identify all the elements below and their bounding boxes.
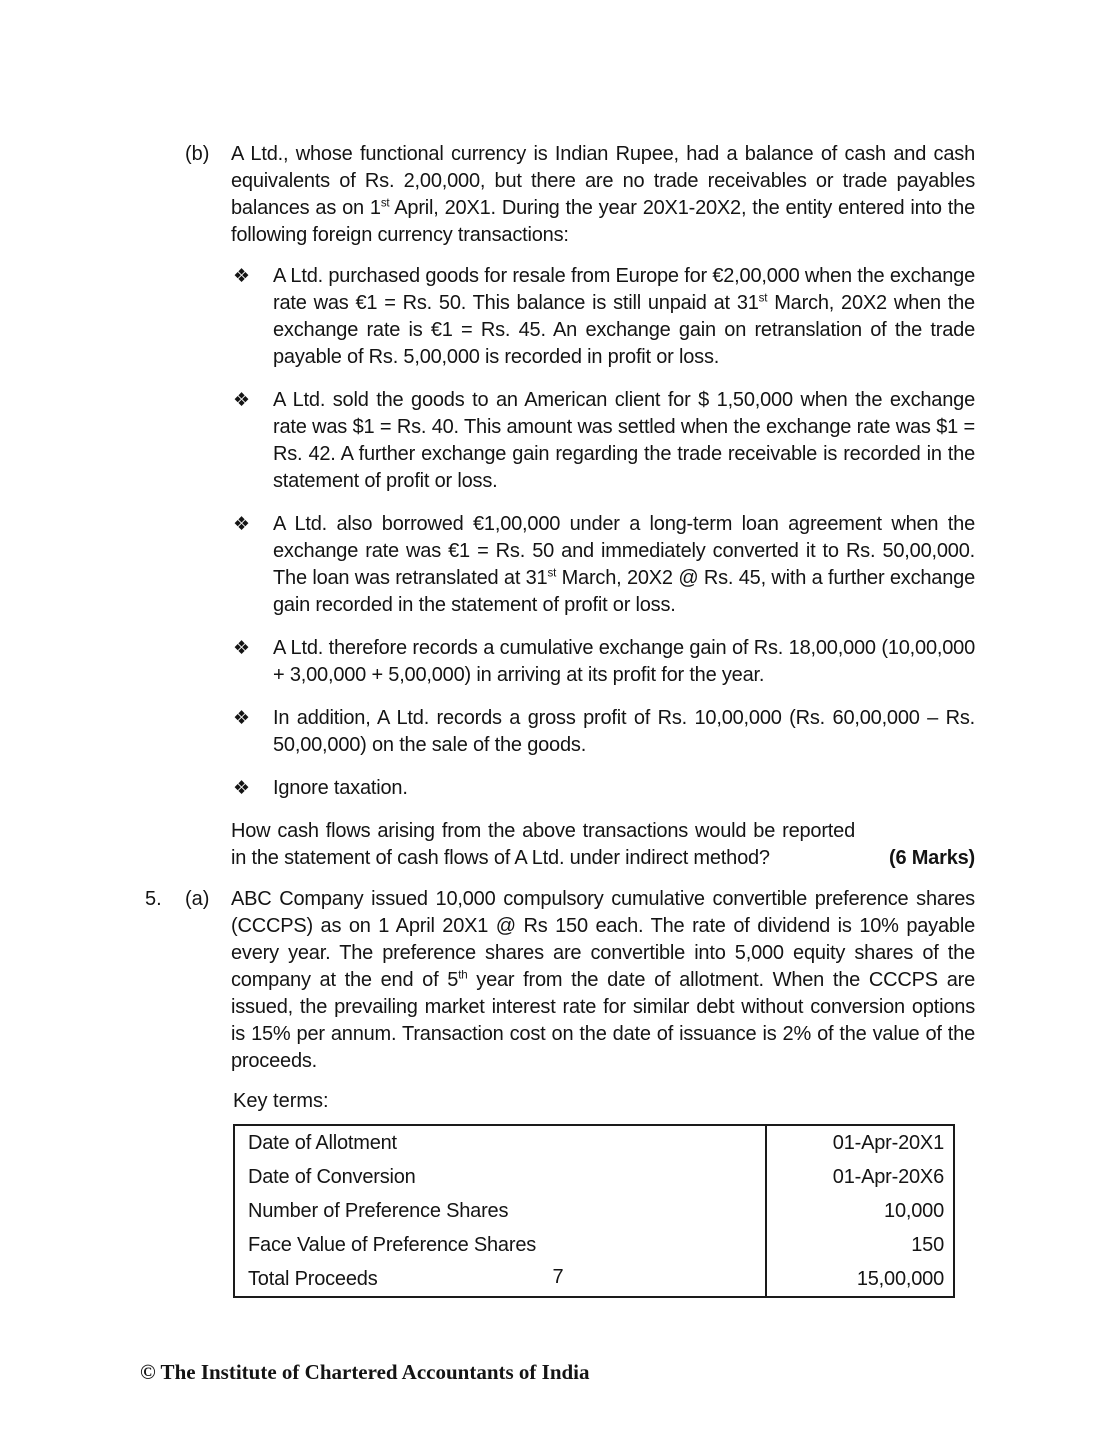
bullet-item — [231, 705, 975, 759]
diamond-bullet-icon: ❖ — [233, 514, 251, 535]
table-cell-value: 150 — [911, 1234, 944, 1256]
question-b-requirement — [231, 818, 975, 872]
key-terms-label: Key terms: — [233, 1090, 329, 1112]
table-cell-label: Number of Preference Shares — [234, 1194, 766, 1228]
bullet-text: A Ltd. sold the goods to an American client for $ 1,50,000 when the exchange rate was $1 = Rs. 40. This amount was settled when the exchange rate was $1 = Rs. 42. A further exchange gain regarding the trade receivable is recorded in the statement of profit or loss. — [273, 389, 975, 492]
table-cell-label: Date of Allotment — [234, 1125, 766, 1160]
question-b-body — [231, 141, 975, 884]
bullet-item — [231, 263, 975, 371]
footer-copyright: © The Institute of Chartered Accountants of India — [140, 1360, 590, 1384]
bullet-list — [231, 263, 975, 802]
table-row — [234, 1228, 954, 1262]
question-b-requirement-text: How cash flows arising from the above transactions would be reported in the statement of cash flows of A Ltd. under indirect method? — [231, 820, 855, 869]
bullet-item — [231, 511, 975, 619]
bullet-text: A Ltd. purchased goods for resale from Europe for €2,00,000 when the exchange rate was €1 = Rs. 50. This balance is still unpaid at 31st March, 20X2 when the exchange rate is €1 = Rs. 45. An exchange gain on retranslation of the trade payable of Rs. 5,00,000 is recorded in profit or loss. — [273, 265, 975, 368]
page-content — [145, 141, 975, 1298]
bullet-item — [231, 775, 975, 802]
table-cell-value: 01-Apr-20X6 — [832, 1166, 944, 1188]
table-row — [234, 1194, 954, 1228]
diamond-bullet-icon: ❖ — [233, 638, 251, 659]
question-5-number: 5. — [145, 888, 162, 910]
question-5a-label: (a) — [185, 888, 210, 910]
table-cell-value: 10,000 — [884, 1200, 944, 1222]
question-b-intro: A Ltd., whose functional currency is Indian Rupee, had a balance of cash and cash equivalents of Rs. 2,00,000, but there are no trade receivables or trade payables balances as on 1st April, 20X1. During the year 20X1-20X2, the entity entered into the following foreign currency transactions: — [231, 143, 975, 246]
table-row — [234, 1160, 954, 1194]
question-b — [145, 141, 975, 884]
bullet-text: Ignore taxation. — [273, 777, 408, 799]
question-b-label: (b) — [185, 143, 210, 165]
table-cell-value: 01-Apr-20X1 — [832, 1132, 944, 1154]
diamond-bullet-icon: ❖ — [233, 708, 251, 729]
bullet-text: A Ltd. therefore records a cumulative exchange gain of Rs. 18,00,000 (10,00,000 + 3,00,000 + 5,00,000) in arriving at its profit for the year. — [273, 637, 975, 686]
bullet-text: A Ltd. also borrowed €1,00,000 under a long-term loan agreement when the exchange rate was €1 = Rs. 50 and immediately converted it to Rs. 50,00,000. The loan was retranslated at 31st March, 20X2 @ Rs. 45, with a further exchange gain recorded in the statement of profit or loss. — [273, 513, 976, 616]
bullet-item — [231, 387, 975, 495]
table-row — [234, 1125, 954, 1160]
table-cell-label: Total Proceeds — [234, 1262, 766, 1297]
bullet-text: In addition, A Ltd. records a gross profit of Rs. 10,00,000 (Rs. 60,00,000 – Rs. 50,00,000) on the sale of the goods. — [273, 707, 975, 756]
question-5a-body — [231, 886, 975, 1075]
diamond-bullet-icon: ❖ — [233, 390, 251, 411]
diamond-bullet-icon: ❖ — [233, 778, 251, 799]
question-5a-text: ABC Company issued 10,000 compulsory cumulative convertible preference shares (CCCPS) as on 1 April 20X1 @ Rs 150 each. The rate of dividend is 10% payable every year. The preference shares are convertible into 5,000 equity shares of the company at the end of 5th year from the date of allotment. When the CCCPS are issued, the prevailing market interest rate for similar debt without conversion options is 15% per annum. Transaction cost on the date of issuance is 2% of the value of the proceeds. — [231, 888, 975, 1072]
table-cell-value: 15,00,000 — [856, 1268, 944, 1290]
table-cell-label: Face Value of Preference Shares — [234, 1228, 766, 1262]
page-number: 7 — [552, 1266, 564, 1288]
bullet-item — [231, 635, 975, 689]
marks-badge: (6 Marks) — [888, 847, 975, 869]
table-cell-label: Date of Conversion — [234, 1160, 766, 1194]
diamond-bullet-icon: ❖ — [233, 266, 251, 287]
question-5a — [145, 886, 975, 1075]
